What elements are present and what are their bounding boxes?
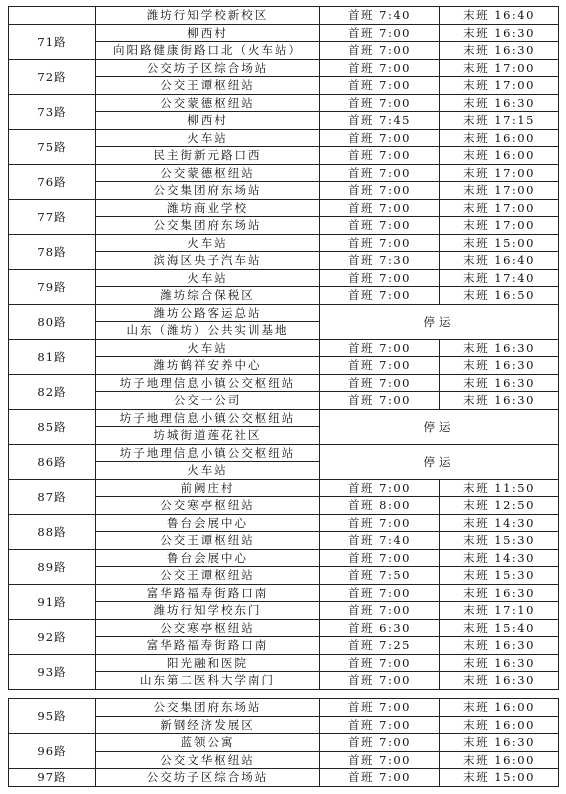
first-bus-cell: 首班 7:25 (320, 637, 440, 655)
last-bus-cell: 末班 11:50 (440, 479, 559, 497)
stop-name-cell: 山东（潍坊）公共实训基地 (96, 322, 320, 340)
stop-name-cell: 鲁台会展中心 (96, 514, 320, 532)
stop-name-cell: 公交坊子区综合场站 (96, 769, 320, 787)
stop-name-cell: 公交集团府东场站 (96, 182, 320, 200)
table-row (9, 94, 559, 112)
first-bus-cell: 首班 7:50 (320, 567, 440, 585)
last-bus-cell: 末班 16:30 (440, 392, 559, 410)
last-bus-cell: 末班 14:30 (440, 514, 559, 532)
table-row (9, 339, 559, 357)
table-row (9, 444, 559, 462)
route-number-cell: 92路 (9, 619, 96, 654)
last-bus-cell: 末班 12:50 (440, 497, 559, 515)
table-row (9, 654, 559, 672)
last-bus-cell: 末班 16:00 (440, 751, 559, 769)
stop-name-cell: 坊子地理信息小镇公交枢纽站 (96, 444, 320, 462)
last-bus-cell: 末班 16:50 (440, 287, 559, 305)
first-bus-cell: 首班 7:00 (320, 287, 440, 305)
stop-name-cell: 公交寒亭枢纽站 (96, 497, 320, 515)
stop-name-cell: 潍坊商业学校 (96, 199, 320, 217)
stop-name-cell: 火车站 (96, 339, 320, 357)
table-row (9, 24, 559, 42)
stop-name-cell: 公交王谭枢纽站 (96, 532, 320, 550)
stop-name-cell: 公交蒙德枢纽站 (96, 94, 320, 112)
first-bus-cell: 首班 7:00 (320, 716, 440, 734)
table-row (9, 479, 559, 497)
first-bus-cell: 首班 7:40 (320, 532, 440, 550)
stop-name-cell: 坊子地理信息小镇公交枢纽站 (96, 374, 320, 392)
stop-name-cell: 潍坊公路客运总站 (96, 304, 320, 322)
last-bus-cell: 末班 16:30 (440, 42, 559, 60)
last-bus-cell: 末班 17:40 (440, 269, 559, 287)
table-row (9, 769, 559, 787)
last-bus-cell: 末班 15:30 (440, 532, 559, 550)
first-bus-cell: 首班 7:00 (320, 654, 440, 672)
last-bus-cell: 末班 16:00 (440, 699, 559, 717)
first-bus-cell: 首班 7:45 (320, 112, 440, 130)
first-bus-cell: 首班 7:00 (320, 269, 440, 287)
stop-name-cell: 公交坊子区综合场站 (96, 59, 320, 77)
table-row (9, 374, 559, 392)
schedule-table-body (9, 699, 559, 787)
stop-name-cell: 鲁台会展中心 (96, 549, 320, 567)
first-bus-cell: 首班 7:30 (320, 252, 440, 270)
stop-name-cell: 公交集团府东场站 (96, 217, 320, 235)
first-bus-cell: 首班 7:00 (320, 602, 440, 620)
stop-name-cell: 公交蒙德枢纽站 (96, 164, 320, 182)
last-bus-cell: 末班 16:30 (440, 734, 559, 752)
last-bus-cell: 末班 17:00 (440, 182, 559, 200)
stop-name-cell: 蓝领公寓 (96, 734, 320, 752)
route-number-cell: 82路 (9, 374, 96, 409)
first-bus-cell: 首班 7:00 (320, 182, 440, 200)
table-row (9, 164, 559, 182)
route-number-cell: 91路 (9, 584, 96, 619)
last-bus-cell: 末班 16:30 (440, 339, 559, 357)
last-bus-cell: 末班 15:00 (440, 234, 559, 252)
last-bus-cell: 末班 17:00 (440, 199, 559, 217)
last-bus-cell: 末班 15:00 (440, 769, 559, 787)
route-number-cell: 88路 (9, 514, 96, 549)
stop-name-cell: 公交集团府东场站 (96, 699, 320, 717)
first-bus-cell: 首班 7:00 (320, 374, 440, 392)
route-number-cell (9, 7, 96, 25)
first-bus-cell: 首班 7:00 (320, 59, 440, 77)
schedule-table-body (9, 7, 559, 690)
stop-name-cell: 柳西村 (96, 24, 320, 42)
route-number-cell: 80路 (9, 304, 96, 339)
table-row (9, 7, 559, 25)
service-status-cell: 停运 (320, 304, 559, 339)
stop-name-cell: 公交文华枢纽站 (96, 751, 320, 769)
first-bus-cell: 首班 7:00 (320, 549, 440, 567)
service-status-cell: 停运 (320, 444, 559, 479)
last-bus-cell: 末班 17:10 (440, 602, 559, 620)
table-row (9, 734, 559, 752)
table-row (9, 199, 559, 217)
first-bus-cell: 首班 7:00 (320, 199, 440, 217)
last-bus-cell: 末班 17:00 (440, 59, 559, 77)
table-row (9, 304, 559, 322)
last-bus-cell: 末班 16:30 (440, 654, 559, 672)
table-row (9, 59, 559, 77)
stop-name-cell: 新钢经济发展区 (96, 716, 320, 734)
stop-name-cell: 坊城街道莲花社区 (96, 427, 320, 445)
stop-name-cell: 火车站 (96, 269, 320, 287)
route-number-cell: 71路 (9, 24, 96, 59)
stop-name-cell: 火车站 (96, 129, 320, 147)
route-number-cell: 79路 (9, 269, 96, 304)
table-row (9, 129, 559, 147)
first-bus-cell: 首班 7:00 (320, 734, 440, 752)
first-bus-cell: 首班 7:00 (320, 77, 440, 95)
last-bus-cell: 末班 16:30 (440, 357, 559, 375)
stop-name-cell: 公交寒亭枢纽站 (96, 619, 320, 637)
first-bus-cell: 首班 7:00 (320, 672, 440, 690)
stop-name-cell: 向阳路健康街路口北（火车站） (96, 42, 320, 60)
first-bus-cell: 首班 7:00 (320, 514, 440, 532)
route-number-cell: 73路 (9, 94, 96, 129)
table-row (9, 699, 559, 717)
last-bus-cell: 末班 16:30 (440, 24, 559, 42)
stop-name-cell: 潍坊行知学校新校区 (96, 7, 320, 25)
first-bus-cell: 首班 7:00 (320, 392, 440, 410)
stop-name-cell: 公交王谭枢纽站 (96, 567, 320, 585)
last-bus-cell: 末班 16:30 (440, 672, 559, 690)
first-bus-cell: 首班 7:00 (320, 94, 440, 112)
route-number-cell: 93路 (9, 654, 96, 689)
last-bus-cell: 末班 17:00 (440, 217, 559, 235)
stop-name-cell: 坊子地理信息小镇公交枢纽站 (96, 409, 320, 427)
last-bus-cell: 末班 16:40 (440, 252, 559, 270)
stop-name-cell: 柳西村 (96, 112, 320, 130)
table-row (9, 619, 559, 637)
service-status-cell: 停运 (320, 409, 559, 444)
route-number-cell: 89路 (9, 549, 96, 584)
last-bus-cell: 末班 16:30 (440, 637, 559, 655)
table-row (9, 549, 559, 567)
first-bus-cell: 首班 7:00 (320, 129, 440, 147)
route-number-cell: 78路 (9, 234, 96, 269)
table-row (9, 409, 559, 427)
route-number-cell: 72路 (9, 59, 96, 94)
stop-name-cell: 潍坊行知学校东门 (96, 602, 320, 620)
first-bus-cell: 首班 7:00 (320, 584, 440, 602)
schedule-table-upper (8, 6, 559, 690)
table-row (9, 269, 559, 287)
stop-name-cell: 火车站 (96, 234, 320, 252)
last-bus-cell: 末班 17:00 (440, 77, 559, 95)
table-row (9, 514, 559, 532)
stop-name-cell: 火车站 (96, 462, 320, 480)
route-number-cell: 87路 (9, 479, 96, 514)
first-bus-cell: 首班 7:00 (320, 217, 440, 235)
route-number-cell: 85路 (9, 409, 96, 444)
first-bus-cell: 首班 7:00 (320, 164, 440, 182)
stop-name-cell: 潍坊综合保税区 (96, 287, 320, 305)
first-bus-cell: 首班 7:00 (320, 357, 440, 375)
stop-name-cell: 公交王谭枢纽站 (96, 77, 320, 95)
route-number-cell: 75路 (9, 129, 96, 164)
stop-name-cell: 公交一公司 (96, 392, 320, 410)
first-bus-cell: 首班 7:00 (320, 699, 440, 717)
last-bus-cell: 末班 16:00 (440, 129, 559, 147)
stop-name-cell: 富华路福寿街路口南 (96, 584, 320, 602)
first-bus-cell: 首班 7:00 (320, 751, 440, 769)
last-bus-cell: 末班 16:30 (440, 584, 559, 602)
last-bus-cell: 末班 14:30 (440, 549, 559, 567)
route-number-cell: 95路 (9, 699, 96, 734)
last-bus-cell: 末班 17:15 (440, 112, 559, 130)
last-bus-cell: 末班 17:00 (440, 164, 559, 182)
first-bus-cell: 首班 7:00 (320, 234, 440, 252)
last-bus-cell: 末班 16:00 (440, 147, 559, 165)
first-bus-cell: 首班 6:30 (320, 619, 440, 637)
route-number-cell: 77路 (9, 199, 96, 234)
schedule-table-lower (8, 698, 559, 787)
route-number-cell: 76路 (9, 164, 96, 199)
route-number-cell: 96路 (9, 734, 96, 769)
table-row (9, 584, 559, 602)
first-bus-cell: 首班 7:00 (320, 339, 440, 357)
first-bus-cell: 首班 7:40 (320, 7, 440, 25)
last-bus-cell: 末班 16:00 (440, 716, 559, 734)
first-bus-cell: 首班 8:00 (320, 497, 440, 515)
stop-name-cell: 前阙庄村 (96, 479, 320, 497)
first-bus-cell: 首班 7:00 (320, 147, 440, 165)
stop-name-cell: 山东第二医科大学南门 (96, 672, 320, 690)
stop-name-cell: 潍坊鹤祥安养中心 (96, 357, 320, 375)
stop-name-cell: 民主街新元路口西 (96, 147, 320, 165)
stop-name-cell: 阳光融和医院 (96, 654, 320, 672)
first-bus-cell: 首班 7:00 (320, 769, 440, 787)
route-number-cell: 97路 (9, 769, 96, 787)
last-bus-cell: 末班 16:30 (440, 94, 559, 112)
last-bus-cell: 末班 16:40 (440, 7, 559, 25)
stop-name-cell: 滨海区央子汽车站 (96, 252, 320, 270)
last-bus-cell: 末班 16:30 (440, 374, 559, 392)
route-number-cell: 81路 (9, 339, 96, 374)
table-row (9, 234, 559, 252)
stop-name-cell: 富华路福寿街路口南 (96, 637, 320, 655)
last-bus-cell: 末班 15:30 (440, 567, 559, 585)
last-bus-cell: 末班 15:40 (440, 619, 559, 637)
route-number-cell: 86路 (9, 444, 96, 479)
first-bus-cell: 首班 7:00 (320, 42, 440, 60)
first-bus-cell: 首班 7:00 (320, 24, 440, 42)
first-bus-cell: 首班 7:00 (320, 479, 440, 497)
